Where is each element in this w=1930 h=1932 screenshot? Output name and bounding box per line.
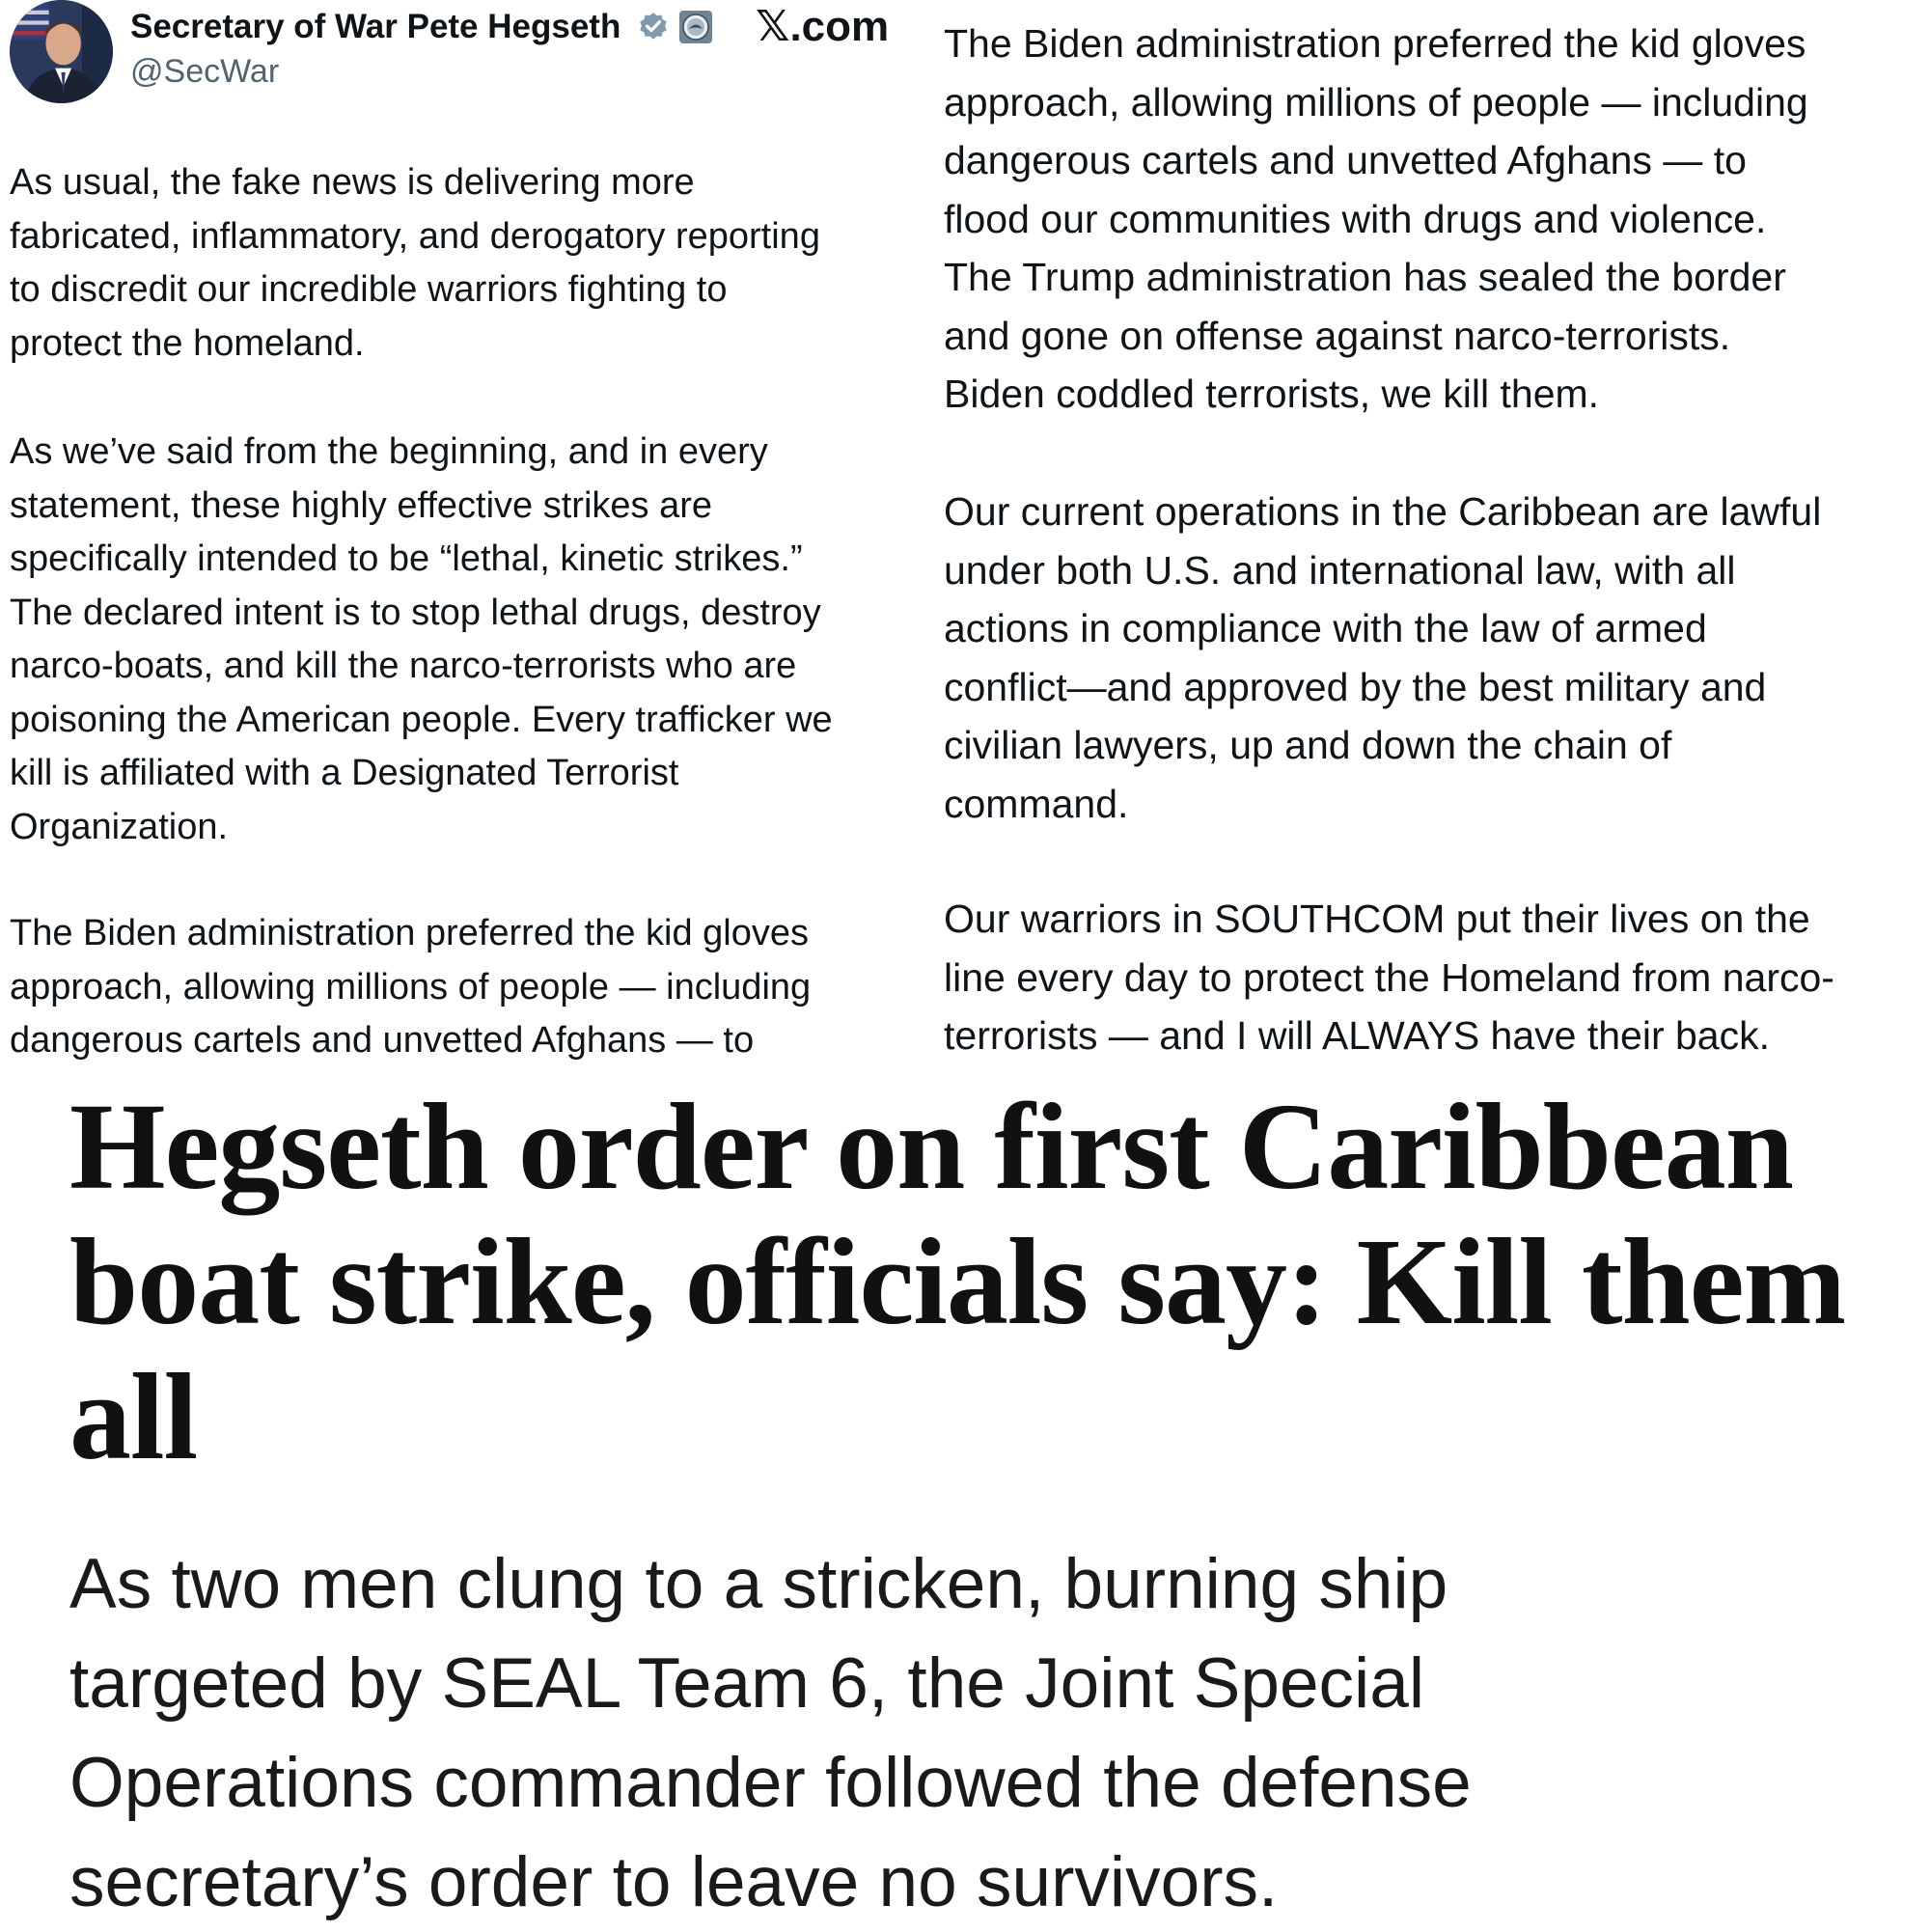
source-label: 𝕏.com (756, 3, 890, 50)
text-line: fabricated, inflammatory, and derogatory reporting (10, 215, 820, 257)
text-line: under both U.S. and international law, with all (944, 547, 1736, 593)
tweet-right-paragraph-1 (944, 14, 1918, 424)
headline-line: boat strike, officials say: Kill them (69, 1213, 1846, 1350)
avatar[interactable] (10, 0, 113, 103)
subhead-line: Operations commander followed the defense (69, 1744, 1472, 1822)
text-line: approach, allowing millions of people — including (944, 79, 1808, 124)
text-line: and gone on offense against narco-terrorists. (944, 313, 1731, 358)
text-line: conflict—and approved by the best military and (944, 664, 1767, 709)
text-line: protect the homeland. (10, 322, 365, 364)
text-line: terrorists — and I will ALWAYS have their back. (944, 1013, 1770, 1058)
article-subheadline (69, 1534, 1884, 1932)
subhead-line: targeted by SEAL Team 6, the Joint Special (69, 1644, 1425, 1723)
text-line: The Trump administration has sealed the border (944, 255, 1786, 299)
text-line: approach, allowing millions of people — including (10, 966, 812, 1007)
text-line: line every day to protect the Homeland from narco- (944, 954, 1834, 1000)
text-line: Our current operations in the Caribbean are lawful (944, 489, 1822, 534)
text-line: As we’ve said from the beginning, and in every (10, 431, 768, 472)
text-line: command. (944, 781, 1129, 826)
tweet-right-paragraph-2 (944, 483, 1918, 833)
text-line: dangerous cartels and unvetted Afghans — to (944, 138, 1747, 182)
profile-photo-icon (10, 0, 113, 103)
text-line: dangerous cartels and unvetted Afghans — to (10, 1020, 755, 1061)
author-handle[interactable]: @SecWar (130, 53, 280, 90)
subhead-line: secretary’s order to leave no survivors. (69, 1843, 1279, 1921)
text-line: Our warriors in SOUTHCOM put their lives on the (944, 897, 1810, 941)
text-line: flood our communities with drugs and violence. (944, 196, 1767, 241)
subhead-line: As two men clung to a stricken, burning ship (69, 1545, 1448, 1623)
text-line: specifically intended to be “lethal, kinetic strikes.” (10, 538, 803, 579)
verified-badge-icon (637, 11, 670, 43)
department-seal-icon (678, 10, 713, 44)
text-line: Biden coddled terrorists, we kill them. (944, 372, 1600, 416)
text-line: The Biden administration preferred the kid gloves (10, 913, 810, 953)
text-line: As usual, the fake news is delivering more (10, 162, 695, 203)
tweet-right-paragraph-3 (944, 890, 1918, 1065)
text-line: actions in compliance with the law of armed (944, 606, 1707, 650)
headline-line: all (69, 1348, 198, 1485)
text-line: The declared intent is to stop lethal drugs, destroy (10, 592, 821, 633)
text-line: civilian lawyers, up and down the chain of (944, 723, 1672, 767)
tweet-left-paragraph-3 (10, 907, 917, 1068)
article-headline (69, 1079, 1903, 1484)
text-line: statement, these highly effective strikes are (10, 484, 712, 526)
text-line: Organization. (10, 806, 229, 847)
text-line: The Biden administration preferred the kid gloves (944, 21, 1806, 66)
author-name[interactable]: Secretary of War Pete Hegseth (130, 8, 621, 45)
text-line: kill is affiliated with a Designated Terrorist (10, 753, 679, 793)
headline-line: Hegseth order on first Caribbean (69, 1078, 1793, 1215)
tweet-left-paragraph-1 (10, 156, 917, 371)
text-line: narco-boats, and kill the narco-terrorists who are (10, 646, 797, 686)
text-line: to discredit our incredible warriors fighting to (10, 269, 728, 310)
tweet-left-paragraph-2 (10, 426, 917, 854)
text-line: poisoning the American people. Every trafficker we (10, 699, 833, 740)
